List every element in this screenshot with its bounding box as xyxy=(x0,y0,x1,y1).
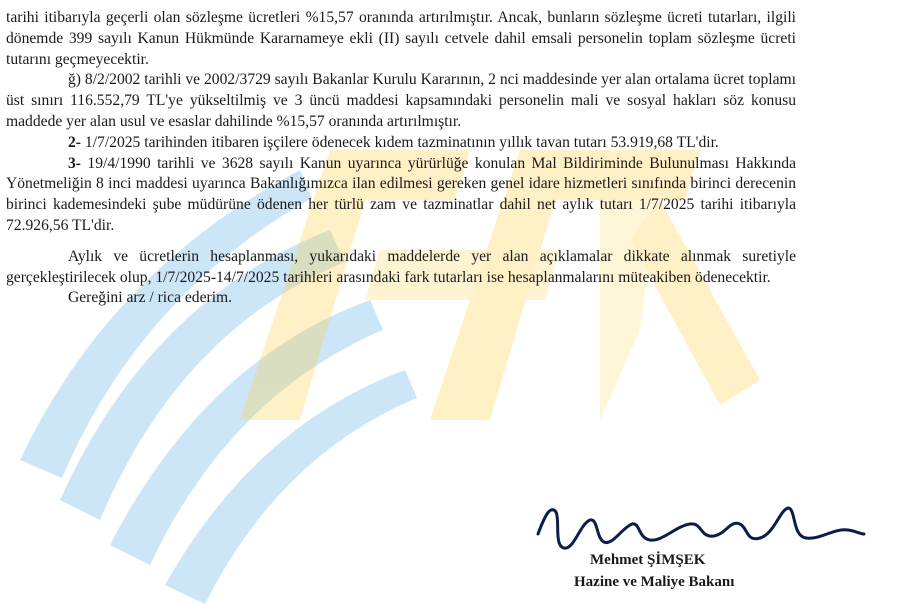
item-number-2: 2- xyxy=(68,133,81,151)
paragraph-3-text: 19/4/1990 tarihli ve 3628 sayılı Kanun uyarınca yürürlüğe konulan Mal Bildiriminde Bulunulması Hakkında Yönetmeliğin 8 inci maddesi uyarınca Bakanlığımızca ilan edilmesi gereken genel idare hizmetleri sınıfında birinci derecenin birinci kademesindeki şube müdürüne ödenen her türlü zam ve tazminatlar dahil net aylık tutarı 1/7/2025 tarihi itibarıyla 72.926,56 TL'dir. xyxy=(6,154,796,234)
paragraph-2 xyxy=(6,133,796,154)
document-body xyxy=(6,8,796,309)
paragraph-2-text: 1/7/2025 tarihinden itibaren işçilere ödenecek kıdem tazminatının yıllık tavan tutarı 53.919,68 TL'dir. xyxy=(81,133,719,151)
item-number-3: 3- xyxy=(68,154,81,172)
signatory-title: Hazine ve Maliye Bakanı xyxy=(574,574,735,590)
signature-block xyxy=(530,498,870,598)
signature-scribble xyxy=(530,498,870,558)
paragraph-g: ğ) 8/2/2002 tarihli ve 2002/3729 sayılı Bakanlar Kurulu Kararının, 2 nci maddesinde yer alan ortalama ücret toplamı üst sınırı 116.552,79 TL'ye yükseltilmiş ve 3 üncü maddesi kapsamındaki personelin mali ve sosyal hakları söz konusu maddede yer alan usul ve esaslar dahilinde %15,57 oranında artırılmıştır. xyxy=(6,71,796,130)
signatory-name: Mehmet ŞİMŞEK xyxy=(590,552,706,568)
paragraph-intro: tarihi itibarıyla geçerli olan sözleşme ücretleri %15,57 oranında artırılmıştır. Ancak, bunların sözleşme ücreti tutarları, ilgili dönemde 399 sayılı Kanun Hükmünde Kararnameye ekli (II) sayılı cetvele dahil emsali personelin toplam sözleşme ücreti tutarını geçmeyecektir. xyxy=(6,9,796,68)
paragraph-aylik: Aylık ve ücretlerin hesaplanması, yukarıdaki maddelerde yer alan açıklamalar dikkate alınmak suretiyle gerçekleştirilecek olup, 1/7/2025-14/7/2025 tarihleri arasındaki fark tutarları ise hesaplanmalarını müteakiben ödenecektir. xyxy=(6,247,796,286)
paragraph-3 xyxy=(6,154,796,237)
paragraph-closing: Gereğini arz / rica ederim. xyxy=(68,289,233,307)
